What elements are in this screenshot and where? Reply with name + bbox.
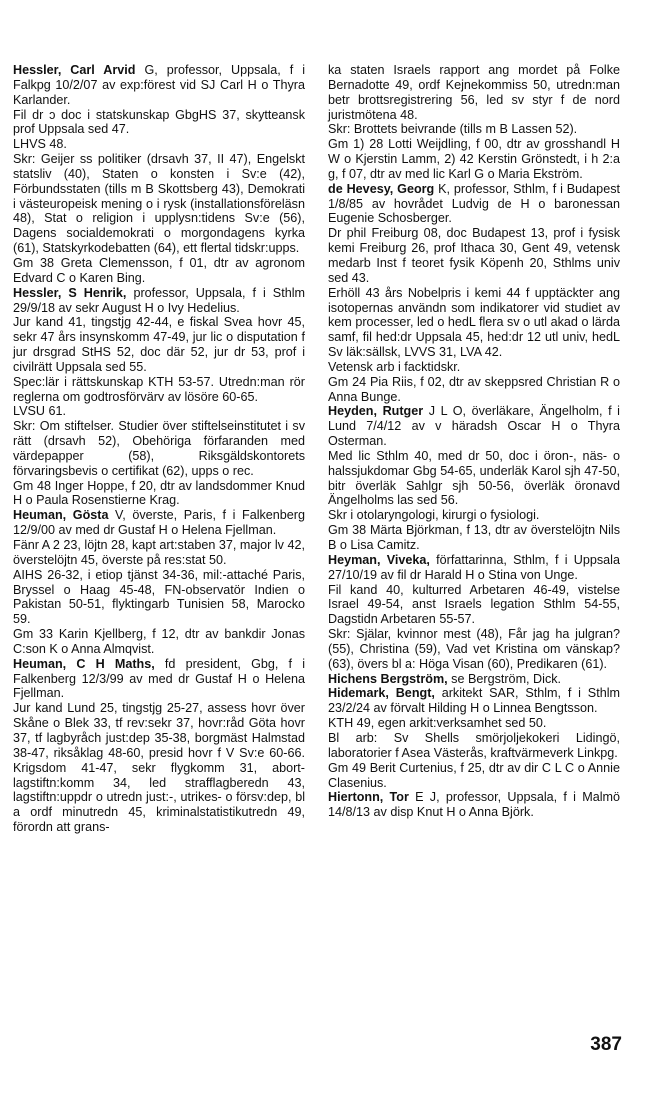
entry-text: författarinna, Sthlm, f i Uppsala 27/10/19 av fil dr Harald H o Stina von Unge.	[328, 552, 620, 582]
entry-text: Dr phil Freiburg 08, doc Budapest 13, prof i fysisk kemi Freiburg 26, prof Ithaca 30, Gent 49, vetensk medarb Inst f teoret fysik Köpenh 20, Sthlms univ sed 43.	[328, 226, 620, 285]
biography-entry	[13, 508, 305, 656]
entry-text: professor, Uppsala, f i Sthlm 29/9/18 av sekr August H o Ivy Hedelius.	[13, 285, 305, 315]
entry-name: Heuman, C H Maths,	[13, 656, 155, 671]
entry-text: Bl arb: Sv Shells smörjoljekokeri Lidingö, laboratorier f Asea Västerås, kraftvärmeverk Linkpg.	[328, 730, 620, 760]
entry-text: Skr i otolaryngologi, kirurgi o fysiologi.	[328, 508, 540, 523]
entry-name: Hichens Bergström,	[328, 671, 448, 686]
entry-paragraph	[13, 256, 305, 286]
entry-paragraph	[328, 553, 620, 583]
entry-text: AIHS 26-32, i etiop tjänst 34-36, mil:-attaché Paris, Bryssel o Haag 45-48, FN-observatör Indien o Pakistan 50-51, flyktingarb Tunisien 58, Marocko 59.	[13, 567, 305, 627]
entry-text: Gm 49 Berit Curtenius, f 25, dtr av dir C L C o Annie Clasenius.	[328, 760, 620, 790]
entry-paragraph	[328, 182, 620, 227]
biography-entry	[328, 404, 620, 552]
entry-text: Fil kand 40, kulturred Arbetaren 46-49, vistelse Israel 49-54, anst Israels legation Sthlm 54-55, Dagstidn Arbetaren 55-57.	[328, 582, 620, 627]
entry-paragraph	[328, 672, 620, 687]
entry-text: Gm 1) 28 Lotti Weijdling, f 00, dtr av grosshandl H W o Kjerstin Lamm, 2) 42 Kerstin Grönstedt, i h 2:a g, f 07, dtr av med lic Karl G o Maria Ekström.	[328, 137, 620, 181]
entry-paragraph	[328, 686, 620, 716]
biography-entry	[328, 672, 620, 687]
entry-paragraph	[13, 152, 305, 256]
entry-text: Med lic Sthlm 40, med dr 50, doc i öron-, näs- o halssjukdomar Gbg 54-65, underläk Karol sjh 47-50, bitr överläk Sahlgr sjh 50-56, överläk öronavd Ängelholms las sed 56.	[328, 448, 620, 508]
entry-paragraph	[328, 583, 620, 628]
entry-text: Spec:lär i rättskunskap KTH 53-57. Utredn:man rör reglerna om godtrosförvärv av lösöre 60-65.	[13, 374, 305, 404]
entry-text: Gm 48 Inger Hoppe, f 20, dtr av landsdommer Knud H o Paula Rosenstierne Krag.	[13, 478, 305, 508]
entry-paragraph	[13, 286, 305, 316]
entry-paragraph	[328, 731, 620, 761]
biography-entry	[13, 286, 305, 509]
entry-paragraph	[13, 419, 305, 478]
biography-entry	[328, 63, 620, 182]
entry-text: E J, professor, Uppsala, f i Malmö 14/8/13 av disp Knut H o Anna Björk.	[328, 790, 621, 820]
entry-text: K, professor, Sthlm, f i Budapest 1/8/85 av hovrådet Ludvig de H o baronessan Eugenie Schosberger.	[328, 181, 620, 226]
biography-entry	[328, 553, 620, 672]
entry-text: Gm 38 Greta Clemensson, f 01, dtr av agronom Edvard C o Karen Bing.	[13, 255, 305, 285]
entry-text: se Bergström, Dick.	[447, 671, 562, 686]
entry-name: Hidemark, Bengt,	[328, 686, 435, 701]
entry-paragraph	[13, 568, 305, 627]
entry-text: V, överste, Paris, f i Falkenberg 12/9/00 av med dr Gustaf H o Helena Fjellman.	[13, 508, 306, 538]
entry-text: ka staten Israels rapport ang mordet på Folke Bernadotte 49, ordf Kejnekommiss 50, utredn:man betr brottsregistrering 56, led sv styr f de nord juristmötena 48.	[328, 63, 620, 122]
biography-entry	[328, 790, 620, 820]
entry-paragraph	[13, 657, 305, 702]
biography-entry	[13, 657, 305, 835]
entry-name: Hessler, S Henrik,	[13, 285, 127, 300]
entry-paragraph	[328, 137, 620, 182]
entry-text: Jur kand 41, tingstjg 42-44, e fiskal Svea hovr 45, sekr 47 års insynskomm 47-49, jur lic o disputation f jur drsgrad StHS 52, doc där 52, jur dr 53, prof i civilrätt Uppsala sed 55.	[13, 315, 305, 374]
entry-text: Gm 24 Pia Riis, f 02, dtr av skeppsred Christian R o Anna Bunge.	[328, 374, 620, 404]
entry-paragraph	[13, 404, 305, 419]
entry-name: Heyden, Rutger	[328, 404, 424, 419]
entry-text: Gm 33 Karin Kjellberg, f 12, dtr av bankdir Jonas C:son K o Anna Almqvist.	[13, 627, 305, 656]
entry-text: J L O, överläkare, Ängelholm, f i Lund 7/4/12 av v häradsh Oscar H o Thyra Osterman.	[328, 404, 620, 449]
entry-paragraph	[13, 63, 305, 108]
entry-paragraph	[13, 538, 305, 568]
entry-paragraph	[328, 716, 620, 731]
entry-text: Jur kand Lund 25, tingstjg 25-27, assess hovr över Skåne o Blek 33, tf rev:sekr 37, hovr:råd Göta hovr 37, tf lagbyråch just:dep 35-38, borgmäst Halmstad 38-47, riksåklag 48-60, presid hovr f V Sv:e 60-66. Krigsdom 41-47, sekr flygkomm 31, abort-lagstiftn:komm 34, led strafflagberedn 43, lagstiftn:uppdr o utredn just:-, utrikes- o försv:dep, bl a ordf minutredn 45, kriminalstatistikutredn 49, förordn att grans-	[13, 701, 305, 835]
entry-text: Skr: Om stiftelser. Studier över stiftelseinstitutet i sv rätt (drsavh 52), Obehöriga förfaranden med värdepapper (58), Riksgäldskontorets förvaringsbevis o certifikat (62), upps o rec.	[13, 419, 305, 478]
entry-paragraph	[13, 315, 305, 374]
right-column	[328, 63, 620, 820]
entry-paragraph	[328, 286, 620, 360]
entry-text: Erhöll 43 års Nobelpris i kemi 44 f upptäckter ang isotopernas användn som indikatorer vid studiet av kem processer, led o hedL flera sv o utl akad o lärda samf, fil hed:dr Uppsala 45, hed:dr 12 utl univ, hedL Sv läk:sällsk, LVVS 31, LVA 42.	[328, 285, 620, 360]
entry-paragraph	[328, 508, 620, 523]
biography-entry	[328, 182, 620, 405]
left-column	[13, 63, 305, 835]
entry-text: KTH 49, egen arkit:verksamhet sed 50.	[328, 716, 547, 731]
entry-paragraph	[13, 701, 305, 835]
entry-paragraph	[328, 122, 620, 137]
entry-text: Fil dr ↄ doc i statskunskap GbgHS 37, skytteansk prof Uppsala sed 47.	[13, 107, 305, 137]
biography-entry	[328, 686, 620, 790]
entry-paragraph	[13, 137, 305, 152]
entry-paragraph	[13, 508, 305, 538]
entry-name: Heuman, Gösta	[13, 508, 109, 523]
entry-name: de Hevesy, Georg	[328, 181, 435, 196]
entry-paragraph	[328, 761, 620, 791]
entry-paragraph	[13, 108, 305, 138]
entry-text: G, professor, Uppsala, f i Falkpg 10/2/07 av exp:förest vid SJ Carl H o Thyra Karlander.	[13, 63, 305, 107]
entry-paragraph	[13, 375, 305, 405]
entry-text: Vetensk arb i facktidskr.	[328, 359, 461, 374]
entry-paragraph	[328, 449, 620, 508]
entry-text: Skr: Brottets beivrande (tills m B Lassen 52).	[328, 122, 578, 137]
entry-name: Hessler, Carl Arvid	[13, 63, 136, 77]
entry-paragraph	[328, 226, 620, 285]
entry-text: Skr: Geijer ss politiker (drsavh 37, II 47), Engelskt statsliv (40), Staten o konsten i Sv:e (42), Förbundsstaten (tills m B Skottsberg 43), Demokrati i västeuropeisk mening o i rysk (installationsföreläsn 48), Stat o religion i upplysn:tidens Sv:e (56), Dagens socialdemokrati o morgondagens kyrka (61), Statskyrkodebatten (64), ett flertal tidskr:upps.	[13, 152, 305, 256]
entry-text: LVSU 61.	[13, 404, 66, 419]
entry-paragraph	[328, 375, 620, 405]
entry-text: Gm 38 Märta Björkman, f 13, dtr av överstelöjtn Nils B o Lisa Camitz.	[328, 523, 620, 552]
page-number: 387	[590, 1034, 622, 1055]
entry-name: Heyman, Viveka,	[328, 552, 430, 567]
entry-paragraph	[328, 627, 620, 672]
entry-paragraph	[328, 523, 620, 553]
entry-paragraph	[13, 627, 305, 657]
biography-entry	[13, 63, 305, 286]
entry-text: fd president, Gbg, f i Falkenberg 12/3/99 av med dr Gustaf H o Helena Fjellman.	[13, 656, 305, 701]
entry-text: LHVS 48.	[13, 137, 67, 152]
entry-paragraph	[328, 404, 620, 449]
entry-paragraph	[13, 479, 305, 509]
entry-text: arkitekt SAR, Sthlm, f i Sthlm 23/2/24 av förvalt Hilding H o Linnea Bengtsson.	[328, 686, 620, 716]
entry-paragraph	[328, 63, 620, 122]
entry-text: Skr: Själar, kvinnor mest (48), Får jag ha julgran? (55), Christina (59), Vad vet Kristina om vänskap? (63), övers bl a: Höga Visan (60), Predikaren (61).	[328, 627, 620, 671]
entry-paragraph	[328, 790, 620, 820]
entry-text: Fänr A 2 23, löjtn 28, kapt art:staben 37, major lv 42, överstelöjtn 45, överste på res:stat 50.	[13, 538, 305, 567]
entry-paragraph	[328, 360, 620, 375]
entry-name: Hiertonn, Tor	[328, 790, 409, 805]
